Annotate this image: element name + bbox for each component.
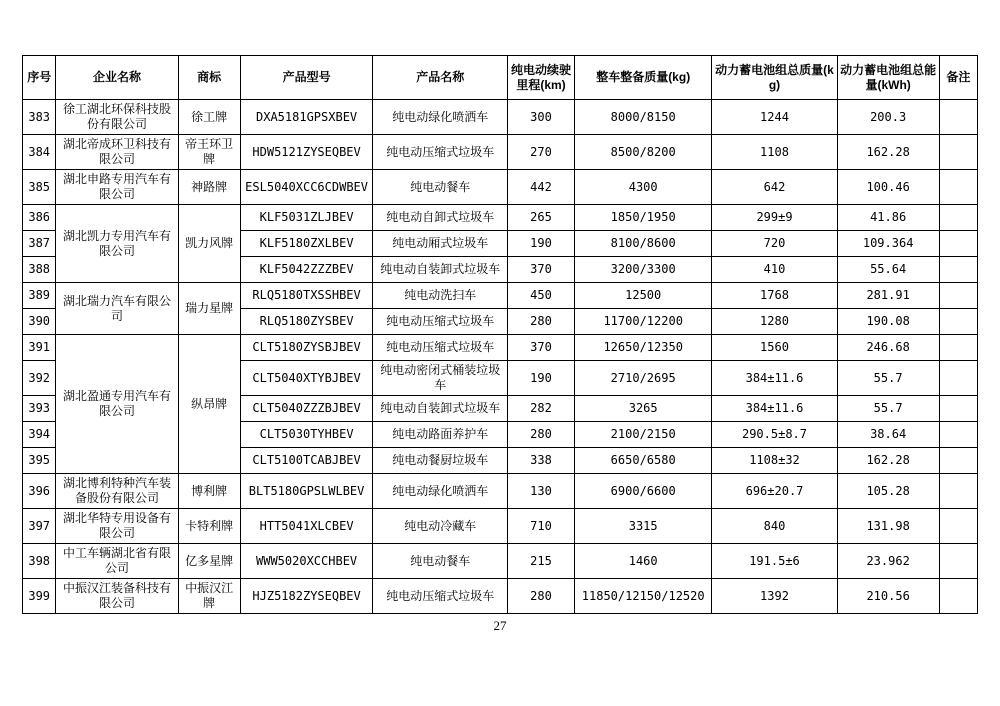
cell-range: 300 — [508, 100, 575, 135]
cell-brand: 中振汉江牌 — [178, 579, 240, 614]
cell-product-name: 纯电动压缩式垃圾车 — [373, 335, 508, 361]
cell-serial: 383 — [23, 100, 56, 135]
cell-curb-weight: 3265 — [574, 396, 712, 422]
cell-brand: 瑞力星牌 — [178, 283, 240, 335]
cell-curb-weight: 11850/12150/12520 — [574, 579, 712, 614]
cell-remark — [939, 422, 977, 448]
cell-model: CLT5040ZZZBJBEV — [240, 396, 373, 422]
cell-product-name: 纯电动自卸式垃圾车 — [373, 205, 508, 231]
cell-product-name: 纯电动餐厨垃圾车 — [373, 448, 508, 474]
cell-product-name: 纯电动压缩式垃圾车 — [373, 135, 508, 170]
cell-battery-mass: 384±11.6 — [712, 361, 837, 396]
table-row — [23, 135, 978, 170]
cell-remark — [939, 474, 977, 509]
cell-company: 湖北帝成环卫科技有限公司 — [56, 135, 178, 170]
column-header: 商标 — [178, 56, 240, 100]
cell-remark — [939, 335, 977, 361]
cell-range: 215 — [508, 544, 575, 579]
cell-company: 湖北华特专用设备有限公司 — [56, 509, 178, 544]
cell-battery-mass: 191.5±6 — [712, 544, 837, 579]
cell-battery-energy: 200.3 — [837, 100, 939, 135]
cell-range: 270 — [508, 135, 575, 170]
cell-brand: 徐工牌 — [178, 100, 240, 135]
cell-range: 190 — [508, 361, 575, 396]
cell-curb-weight: 8500/8200 — [574, 135, 712, 170]
cell-curb-weight: 8000/8150 — [574, 100, 712, 135]
cell-product-name: 纯电动路面养护车 — [373, 422, 508, 448]
cell-company: 湖北申路专用汽车有限公司 — [56, 170, 178, 205]
cell-model: ESL5040XCC6CDWBEV — [240, 170, 373, 205]
cell-serial: 386 — [23, 205, 56, 231]
cell-remark — [939, 257, 977, 283]
cell-product-name: 纯电动厢式垃圾车 — [373, 231, 508, 257]
cell-product-name: 纯电动自装卸式垃圾车 — [373, 257, 508, 283]
cell-model: CLT5100TCABJBEV — [240, 448, 373, 474]
cell-battery-energy: 190.08 — [837, 309, 939, 335]
cell-range: 442 — [508, 170, 575, 205]
cell-battery-mass: 1768 — [712, 283, 837, 309]
cell-model: CLT5030TYHBEV — [240, 422, 373, 448]
cell-battery-energy: 162.28 — [837, 448, 939, 474]
cell-curb-weight: 1460 — [574, 544, 712, 579]
cell-range: 338 — [508, 448, 575, 474]
cell-curb-weight: 2710/2695 — [574, 361, 712, 396]
cell-battery-energy: 281.91 — [837, 283, 939, 309]
cell-product-name: 纯电动餐车 — [373, 544, 508, 579]
cell-product-name: 纯电动压缩式垃圾车 — [373, 579, 508, 614]
cell-company: 湖北瑞力汽车有限公司 — [56, 283, 178, 335]
cell-brand: 凯力风牌 — [178, 205, 240, 283]
cell-curb-weight: 2100/2150 — [574, 422, 712, 448]
cell-range: 280 — [508, 422, 575, 448]
cell-curb-weight: 3315 — [574, 509, 712, 544]
cell-remark — [939, 579, 977, 614]
cell-serial: 393 — [23, 396, 56, 422]
cell-serial: 389 — [23, 283, 56, 309]
cell-brand: 亿多星牌 — [178, 544, 240, 579]
cell-curb-weight: 11700/12200 — [574, 309, 712, 335]
cell-battery-mass: 410 — [712, 257, 837, 283]
column-header: 动力蓄电池组总质量(kg) — [712, 56, 837, 100]
column-header: 整车整备质量(kg) — [574, 56, 712, 100]
cell-curb-weight: 3200/3300 — [574, 257, 712, 283]
table-header — [23, 56, 978, 100]
cell-model: HJZ5182ZYSEQBEV — [240, 579, 373, 614]
cell-remark — [939, 283, 977, 309]
cell-battery-mass: 840 — [712, 509, 837, 544]
cell-battery-energy: 246.68 — [837, 335, 939, 361]
column-header: 纯电动续驶里程(km) — [508, 56, 575, 100]
cell-range: 370 — [508, 335, 575, 361]
cell-battery-energy: 55.7 — [837, 396, 939, 422]
cell-remark — [939, 231, 977, 257]
cell-company: 中振汉江装备科技有限公司 — [56, 579, 178, 614]
cell-company: 湖北博利特种汽车装备股份有限公司 — [56, 474, 178, 509]
cell-model: KLF5042ZZZBEV — [240, 257, 373, 283]
cell-battery-mass: 384±11.6 — [712, 396, 837, 422]
cell-model: RLQ5180TXSSHBEV — [240, 283, 373, 309]
cell-model: RLQ5180ZYSBEV — [240, 309, 373, 335]
cell-battery-mass: 1392 — [712, 579, 837, 614]
cell-remark — [939, 509, 977, 544]
cell-remark — [939, 396, 977, 422]
cell-serial: 390 — [23, 309, 56, 335]
cell-product-name: 纯电动冷藏车 — [373, 509, 508, 544]
table-row — [23, 509, 978, 544]
cell-battery-mass: 1244 — [712, 100, 837, 135]
cell-curb-weight: 8100/8600 — [574, 231, 712, 257]
cell-product-name: 纯电动自装卸式垃圾车 — [373, 396, 508, 422]
cell-brand: 纵昂牌 — [178, 335, 240, 474]
cell-serial: 385 — [23, 170, 56, 205]
cell-battery-energy: 38.64 — [837, 422, 939, 448]
cell-serial: 391 — [23, 335, 56, 361]
cell-company: 中工车辆湖北省有限公司 — [56, 544, 178, 579]
cell-curb-weight: 12650/12350 — [574, 335, 712, 361]
cell-serial: 392 — [23, 361, 56, 396]
column-header: 产品名称 — [373, 56, 508, 100]
table-row — [23, 283, 978, 309]
cell-model: HTT5041XLCBEV — [240, 509, 373, 544]
cell-brand: 博利牌 — [178, 474, 240, 509]
table-row — [23, 579, 978, 614]
table-row — [23, 474, 978, 509]
cell-battery-mass: 1108 — [712, 135, 837, 170]
cell-remark — [939, 205, 977, 231]
cell-remark — [939, 309, 977, 335]
table-body — [23, 100, 978, 614]
cell-battery-mass: 720 — [712, 231, 837, 257]
cell-range: 450 — [508, 283, 575, 309]
cell-serial: 399 — [23, 579, 56, 614]
cell-serial: 388 — [23, 257, 56, 283]
cell-serial: 398 — [23, 544, 56, 579]
cell-battery-energy: 100.46 — [837, 170, 939, 205]
cell-curb-weight: 4300 — [574, 170, 712, 205]
cell-range: 710 — [508, 509, 575, 544]
cell-battery-mass: 696±20.7 — [712, 474, 837, 509]
cell-battery-energy: 131.98 — [837, 509, 939, 544]
cell-company: 湖北凯力专用汽车有限公司 — [56, 205, 178, 283]
cell-battery-energy: 55.7 — [837, 361, 939, 396]
cell-curb-weight: 6900/6600 — [574, 474, 712, 509]
cell-battery-mass: 1108±32 — [712, 448, 837, 474]
header-row — [23, 56, 978, 100]
cell-model: CLT5040XTYBJBEV — [240, 361, 373, 396]
cell-brand: 神路牌 — [178, 170, 240, 205]
table-row — [23, 170, 978, 205]
cell-product-name: 纯电动压缩式垃圾车 — [373, 309, 508, 335]
cell-serial: 394 — [23, 422, 56, 448]
cell-remark — [939, 544, 977, 579]
cell-battery-mass: 642 — [712, 170, 837, 205]
cell-battery-energy: 109.364 — [837, 231, 939, 257]
cell-range: 265 — [508, 205, 575, 231]
cell-brand: 帝王环卫牌 — [178, 135, 240, 170]
cell-range: 130 — [508, 474, 575, 509]
column-header: 动力蓄电池组总能量(kWh) — [837, 56, 939, 100]
cell-model: CLT5180ZYSBJBEV — [240, 335, 373, 361]
cell-model: KLF5031ZLJBEV — [240, 205, 373, 231]
cell-battery-energy: 210.56 — [837, 579, 939, 614]
cell-remark — [939, 361, 977, 396]
column-header: 序号 — [23, 56, 56, 100]
table-row — [23, 335, 978, 361]
cell-model: BLT5180GPSLWLBEV — [240, 474, 373, 509]
cell-serial: 387 — [23, 231, 56, 257]
cell-remark — [939, 135, 977, 170]
cell-battery-energy: 41.86 — [837, 205, 939, 231]
table-row — [23, 205, 978, 231]
cell-model: DXA5181GPSXBEV — [240, 100, 373, 135]
column-header: 产品型号 — [240, 56, 373, 100]
column-header: 备注 — [939, 56, 977, 100]
cell-product-name: 纯电动洗扫车 — [373, 283, 508, 309]
cell-company: 徐工湖北环保科技股份有限公司 — [56, 100, 178, 135]
cell-battery-mass: 290.5±8.7 — [712, 422, 837, 448]
cell-battery-energy: 55.64 — [837, 257, 939, 283]
cell-range: 190 — [508, 231, 575, 257]
cell-serial: 384 — [23, 135, 56, 170]
table-row — [23, 100, 978, 135]
cell-battery-energy: 23.962 — [837, 544, 939, 579]
cell-product-name: 纯电动绿化喷洒车 — [373, 474, 508, 509]
cell-product-name: 纯电动餐车 — [373, 170, 508, 205]
table-row — [23, 544, 978, 579]
cell-curb-weight: 12500 — [574, 283, 712, 309]
cell-range: 280 — [508, 579, 575, 614]
cell-remark — [939, 448, 977, 474]
cell-model: WWW5020XCCHBEV — [240, 544, 373, 579]
cell-remark — [939, 170, 977, 205]
cell-range: 280 — [508, 309, 575, 335]
cell-curb-weight: 6650/6580 — [574, 448, 712, 474]
cell-product-name: 纯电动密闭式桶装垃圾车 — [373, 361, 508, 396]
cell-serial: 397 — [23, 509, 56, 544]
cell-model: HDW5121ZYSEQBEV — [240, 135, 373, 170]
cell-serial: 396 — [23, 474, 56, 509]
page-number: 27 — [493, 618, 507, 633]
cell-battery-energy: 105.28 — [837, 474, 939, 509]
cell-brand: 卡特利牌 — [178, 509, 240, 544]
cell-battery-mass: 299±9 — [712, 205, 837, 231]
cell-model: KLF5180ZXLBEV — [240, 231, 373, 257]
cell-curb-weight: 1850/1950 — [574, 205, 712, 231]
cell-battery-mass: 1560 — [712, 335, 837, 361]
cell-battery-energy: 162.28 — [837, 135, 939, 170]
vehicle-catalog-table — [22, 55, 978, 614]
cell-serial: 395 — [23, 448, 56, 474]
cell-battery-mass: 1280 — [712, 309, 837, 335]
column-header: 企业名称 — [56, 56, 178, 100]
cell-range: 370 — [508, 257, 575, 283]
cell-company: 湖北盈通专用汽车有限公司 — [56, 335, 178, 474]
cell-product-name: 纯电动绿化喷洒车 — [373, 100, 508, 135]
cell-remark — [939, 100, 977, 135]
cell-range: 282 — [508, 396, 575, 422]
